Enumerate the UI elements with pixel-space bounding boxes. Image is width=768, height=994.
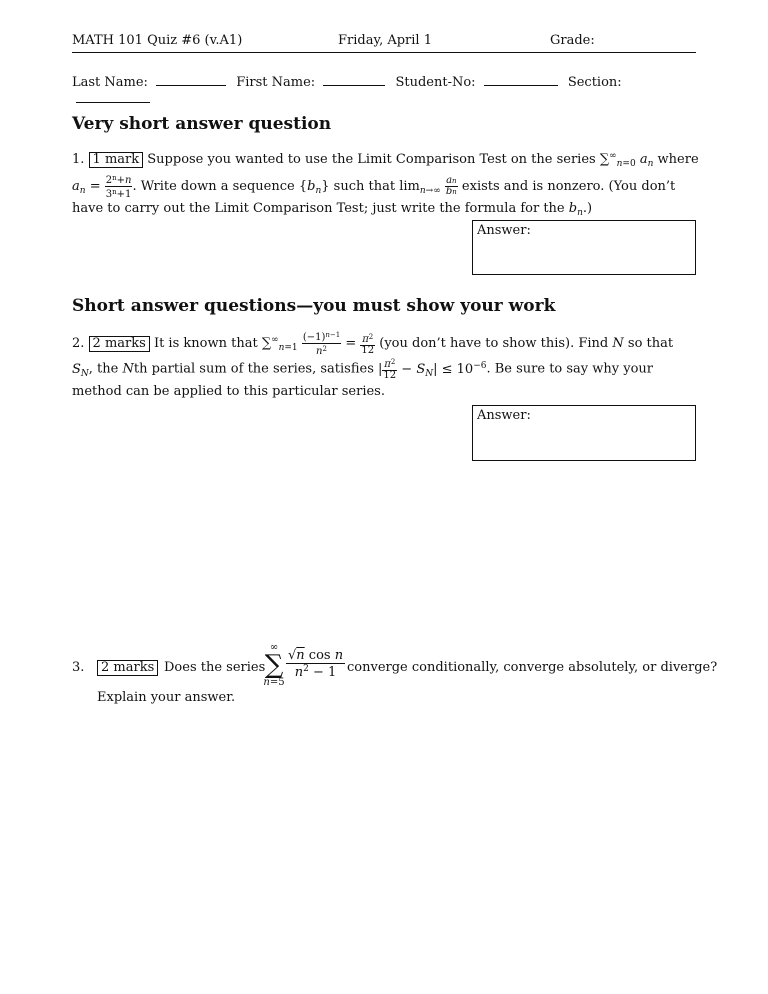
- q2-text-1a: It is known that: [153, 336, 258, 351]
- last-name-label: Last Name:: [72, 75, 148, 90]
- q1-bn-set: $\{b_n\}$: [298, 179, 330, 196]
- q1-answer-box[interactable]: [472, 220, 696, 275]
- q2-text-1b: (you don’t have to show this). Find: [379, 336, 609, 351]
- q1-marks-badge: 1 mark: [89, 152, 144, 168]
- course-title: MATH 101 Quiz #6 (v.A1): [72, 33, 243, 48]
- q1-an-formula: $a_n$ = $\frac{2^n+n}{3^n+1}$: [72, 174, 132, 200]
- q1-text-1a: Suppose you wanted to use the Limit Comparison Test on the series: [147, 152, 596, 167]
- q1-text-2a: . Write down a sequence: [132, 179, 295, 194]
- q2-SN-symbol: $S_N$: [72, 361, 89, 379]
- q3-number: 3.: [72, 660, 85, 675]
- q2-answer-label: Answer:: [477, 408, 531, 423]
- question-2: [72, 330, 698, 400]
- q1-answer-label: Answer:: [477, 223, 531, 238]
- q2-text-2c: . Be sure to say why your: [486, 361, 654, 377]
- q1-text-2b: such that: [333, 179, 396, 194]
- q2-number: 2.: [72, 336, 85, 351]
- quiz-date: Friday, April 1: [338, 33, 432, 48]
- q1-limit: $\lim_{n\to\infty}$ $\frac{an}{bn}$: [399, 175, 457, 197]
- quiz-header: [72, 33, 696, 53]
- q1-series-sum: $\sum^\infty_{n=0}$ $a_n$: [599, 151, 654, 169]
- q1-text-1b: where: [657, 152, 699, 167]
- first-name-label: First Name:: [236, 75, 316, 90]
- q2-text-1c: so that: [627, 336, 674, 351]
- q1-number: 1.: [72, 152, 85, 167]
- student-info-row: [72, 73, 696, 107]
- first-name-field[interactable]: [323, 73, 385, 86]
- q2-error-bound: | $\frac{\pi^2}{12}$ − $S_N| \le 10^{-6}$: [378, 358, 487, 381]
- last-name-field[interactable]: [156, 73, 226, 86]
- q3-text-b: converge conditionally, converge absolutely, or diverge?: [347, 660, 718, 675]
- student-no-label: Student-No:: [395, 75, 476, 90]
- question-1: [72, 148, 698, 222]
- grade-label: Grade:: [550, 33, 595, 48]
- q3-marks-badge: 2 marks: [97, 660, 158, 676]
- q1-text-2c: exists and is nonzero. (You don’t: [461, 179, 676, 194]
- q3-text-a: Does the series: [164, 660, 266, 675]
- section-title-very-short: Very short answer question: [72, 114, 332, 134]
- q2-text-3: method can be applied to this particular series.: [72, 383, 385, 399]
- q2-text-2a: , the: [88, 361, 119, 377]
- header-divider: [72, 52, 696, 53]
- student-no-field[interactable]: [484, 73, 558, 86]
- section-title-short-answer: Short answer questions—you must show your work: [72, 296, 556, 316]
- q3-text-c: Explain your answer.: [97, 690, 236, 705]
- section-field[interactable]: [76, 90, 150, 103]
- q3-term-fraction: √n cos n $n^2 - 1$: [288, 648, 344, 680]
- q1-bn-end: $b_n$.): [568, 201, 593, 218]
- q2-text-2b: th partial sum of the series, satisfies: [133, 361, 374, 377]
- q2-N-symbol: N: [612, 336, 624, 351]
- section-label: Section:: [567, 75, 622, 90]
- q2-N-symbol-2: N: [122, 361, 134, 377]
- q1-text-3: have to carry out the Limit Comparison Test; just write the formula for the: [72, 201, 565, 216]
- q2-answer-box[interactable]: [472, 405, 696, 461]
- q3-summation: ∞ ∑ n=5: [263, 642, 285, 688]
- q2-series-formula: $\sum^\infty_{n=1}$ $\frac{(-1)^{n-1}}{n^2}$ = $\frac{\pi^2}{12}$: [261, 331, 375, 357]
- q2-marks-badge: 2 marks: [89, 336, 150, 352]
